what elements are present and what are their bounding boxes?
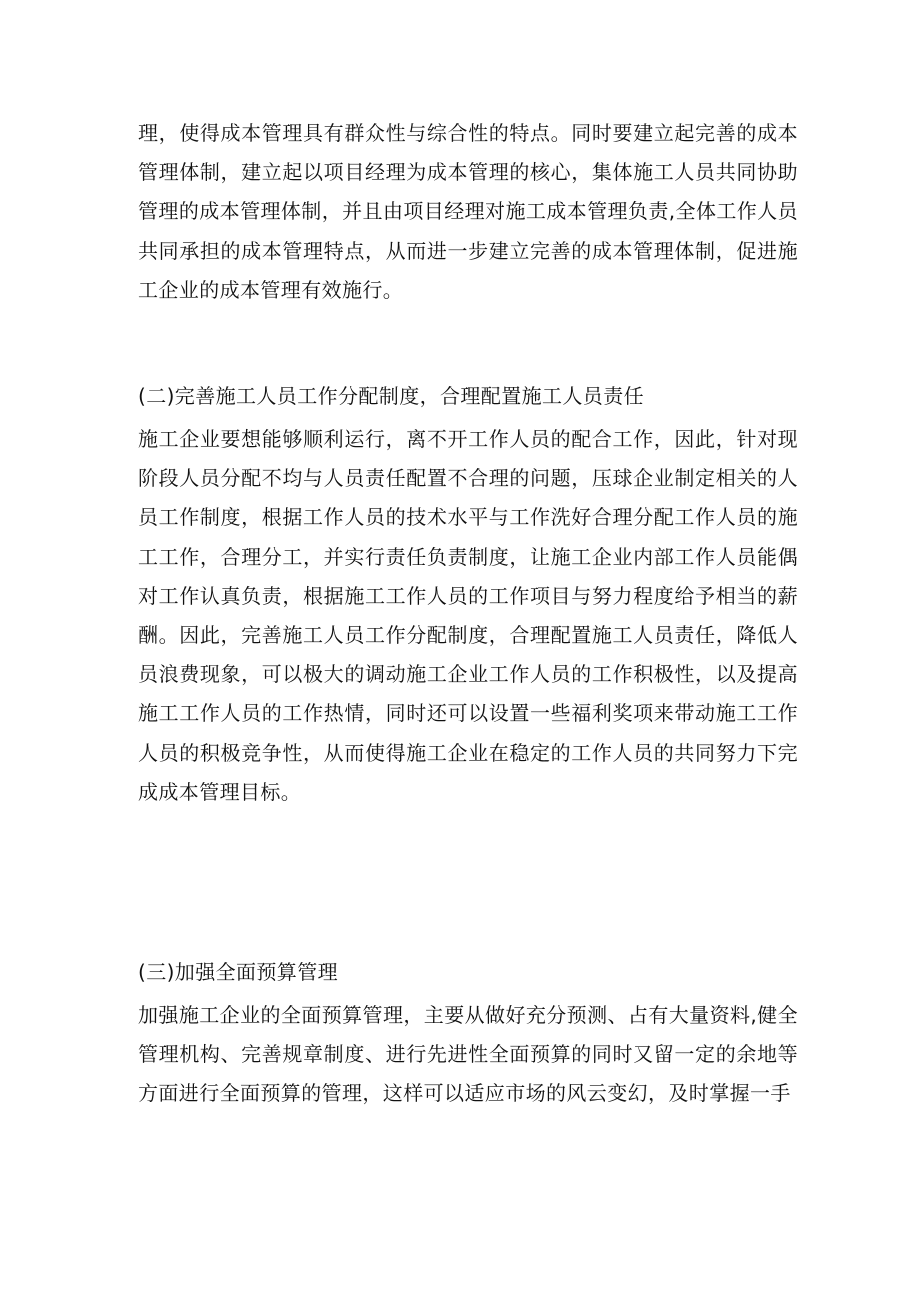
section-heading-2: (二)完善施工人员工作分配制度，合理配置施工人员责任 xyxy=(138,384,645,408)
body-paragraph-1: 理，使得成本管理具有群众性与综合性的特点。同时要建立起完善的成本管理体制，建立起以项目经理为成本管理的核心，集体施工人员共同协助管理的成本管理体制，并且由项目经理对施工成本管理负责,全体工作人员共同承担的成本管理特点，从而进一步建立完善的成本管理体制，促进施工企业的成本管理有效施行。 xyxy=(138,121,798,302)
body-paragraph-2: 施工企业要想能够顺利运行，离不开工作人员的配合工作，因此，针对现阶段人员分配不均与人员责任配置不合理的问题，压球企业制定相关的人员工作制度，根据工作人员的技术水平与工作洗好合理分配工作人员的施工工作，合理分工，并实行责任负责制度，让施工企业内部工作人员能偶对工作认真负责，根据施工工作人员的工作项目与努力程度给予相当的薪酬。因此，完善施工人员工作分配制度，合理配置施工人员责任，降低人员浪费现象，可以极大的调动施工企业工作人员的工作积极性，以及提高施工工作人员的工作热情，同时还可以设置一些福利奖项来带动施工工作人员的积极竞争性，从而使得施工企业在稳定的工作人员的共同努力下完成成本管理目标。 xyxy=(138,427,798,804)
body-paragraph-3: 加强施工企业的全面预算管理，主要从做好充分预测、占有大量资料,健全管理机构、完善规章制度、进行先进性全面预算的同时又留一定的余地等方面进行全面预算的管理，这样可以适应市场的风云变幻，及时掌握一手 xyxy=(138,1003,798,1106)
section-heading-3: (三)加强全面预算管理 xyxy=(138,960,339,984)
